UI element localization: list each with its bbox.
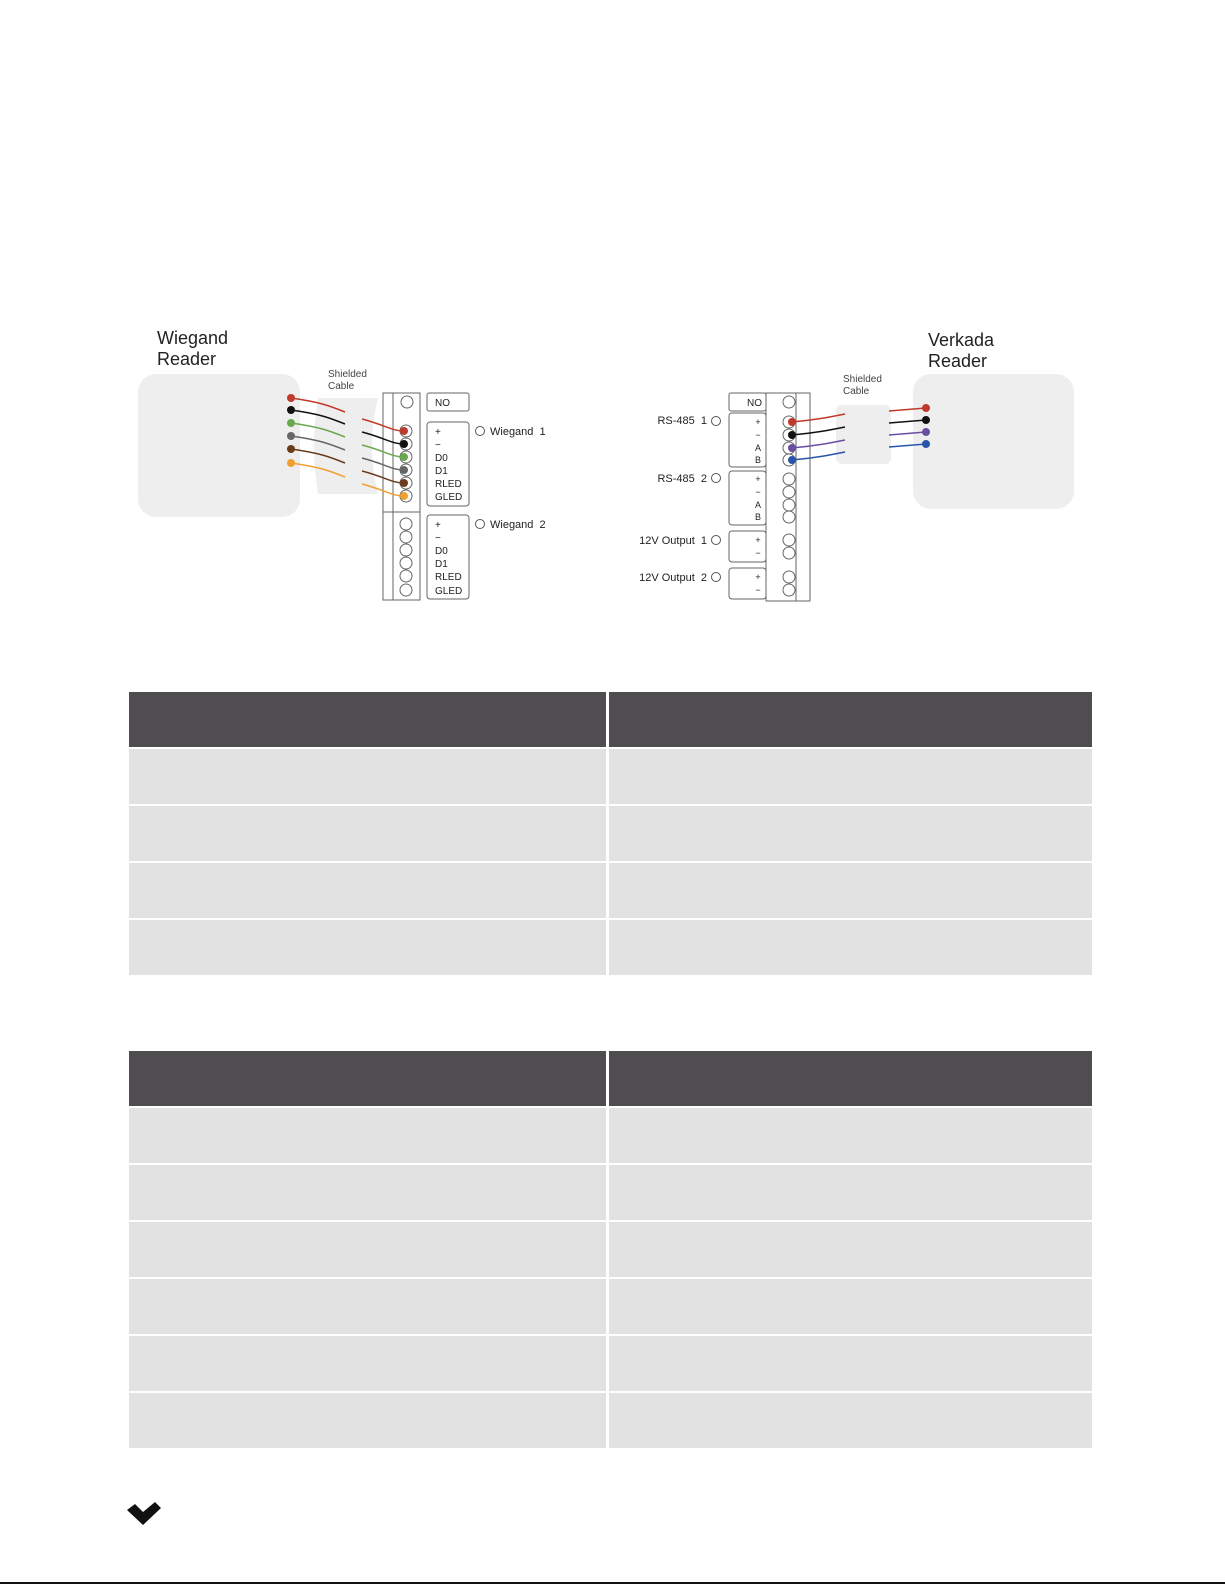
right-cable-label-2: Cable [843, 386, 870, 397]
table-2 [129, 1051, 1092, 1450]
table-row [129, 920, 1092, 977]
table-header-cell [609, 692, 1092, 747]
right-terminal-label: − [755, 585, 761, 595]
wire-end-dot [400, 479, 408, 487]
wiegand1-terminal-label: + [435, 427, 441, 438]
wire-end-dot [788, 431, 796, 439]
right-terminal-label: + [755, 535, 761, 545]
wire-end-dot [400, 440, 408, 448]
wire-end-dot [922, 428, 930, 436]
wire-end-dot [287, 445, 295, 453]
table-cell [609, 749, 1092, 804]
terminal-screw [783, 473, 795, 485]
wiegand1-led-icon [476, 427, 485, 436]
wiegand1-terminal-label: D1 [435, 466, 448, 477]
wiegand-diagram [138, 328, 546, 600]
table-cell [129, 806, 609, 861]
table-row [129, 1279, 1092, 1336]
table-header-cell [129, 692, 609, 747]
12v-output-1-label: 12V Output 1 [639, 535, 707, 547]
table-cell [609, 1222, 1092, 1277]
wiegand1-terminal-label: D0 [435, 453, 448, 464]
table-cell [129, 863, 609, 918]
right-terminal-label: − [755, 430, 761, 440]
wire-end-dot [287, 419, 295, 427]
terminal-screw [783, 511, 795, 523]
table-row [129, 863, 1092, 920]
table-cell [129, 1279, 609, 1334]
left-no-label: NO [435, 398, 450, 409]
wire-end-dot [400, 492, 408, 500]
terminal-screw [783, 584, 795, 596]
wire-end-dot [788, 418, 796, 426]
wire-end-dot [287, 432, 295, 440]
right-terminal-label: + [755, 572, 761, 582]
right-terminal-label: A [754, 443, 762, 453]
wiegand2-terminal-label: D0 [435, 546, 448, 557]
terminal-screw [400, 570, 412, 582]
right-terminal-block [729, 393, 810, 601]
wiegand2-terminal-label: GLED [435, 586, 463, 597]
verkada-logo-icon [126, 1501, 162, 1527]
table-row [129, 1165, 1092, 1222]
wiegand2-label: Wiegand 2 [490, 519, 546, 531]
table-cell [609, 1336, 1092, 1391]
table-row [129, 1393, 1092, 1450]
12v-output-2-label: 12V Output 2 [639, 572, 707, 584]
wiegand1-terminal-label: − [435, 440, 441, 451]
terminal-screw [783, 534, 795, 546]
wire-end-dot [287, 459, 295, 467]
table-cell [609, 806, 1092, 861]
table-header [129, 692, 1092, 749]
table-cell [129, 1165, 609, 1220]
table-row [129, 1336, 1092, 1393]
wiegand2-terminal-label: D1 [435, 559, 448, 570]
wiegand1-terminal-label: GLED [435, 492, 463, 503]
wiegand1-terminal-label: RLED [435, 479, 462, 490]
wiegand1-label: Wiegand 1 [490, 426, 546, 438]
rs485-1-led-icon [712, 417, 721, 426]
table-cell [129, 749, 609, 804]
page-bottom-rule [0, 1582, 1225, 1584]
right-cable-label-1: Shielded [843, 374, 882, 385]
right-terminal-label: B [754, 455, 762, 465]
table-row [129, 749, 1092, 806]
right-terminal-label: + [755, 417, 761, 427]
terminal-screw [783, 499, 795, 511]
wiegand-reader-body [138, 374, 300, 517]
table-cell [129, 1222, 609, 1277]
wire-end-dot [922, 416, 930, 424]
terminal-screw [783, 486, 795, 498]
table-cell [129, 920, 609, 975]
wiegand-reader-title-1: Wiegand [157, 328, 229, 348]
table-cell [609, 1393, 1092, 1448]
12v-output-1-led-icon [712, 536, 721, 545]
wiegand-reader-title-2: Reader [157, 349, 217, 369]
wiegand2-terminal-label: + [435, 520, 441, 531]
rs485-2-led-icon [712, 474, 721, 483]
right-terminal-label: − [755, 548, 761, 558]
wire-end-dot [922, 404, 930, 412]
left-cable-label-1: Shielded [328, 369, 367, 380]
terminal-screw [400, 584, 412, 596]
right-terminal-label: − [755, 487, 761, 497]
terminal-screw [783, 547, 795, 559]
table-row [129, 1222, 1092, 1279]
wiring-diagram [0, 0, 1225, 640]
table-cell [609, 1108, 1092, 1163]
wiegand2-led-icon [476, 520, 485, 529]
wiegand2-terminal-label: RLED [435, 572, 462, 583]
verkada-reader-body [913, 374, 1074, 509]
right-terminal-label: B [754, 512, 762, 522]
verkada-diagram [639, 330, 1074, 601]
verkada-reader-title-1: Verkada [928, 330, 995, 350]
rs485-1-label: RS-485 1 [657, 415, 707, 427]
table-row [129, 806, 1092, 863]
table-header-cell [609, 1051, 1092, 1106]
wire-end-dot [287, 406, 295, 414]
wire-end-dot [400, 453, 408, 461]
table-header-cell [129, 1051, 609, 1106]
wire-end-dot [400, 466, 408, 474]
wire-end-dot [287, 394, 295, 402]
right-terminal-label: + [755, 474, 761, 484]
rs485-2-label: RS-485 2 [657, 473, 707, 485]
left-cable-label-2: Cable [328, 381, 355, 392]
wire-end-dot [400, 427, 408, 435]
table-cell [609, 920, 1092, 975]
terminal-screw [400, 531, 412, 543]
terminal-screw [400, 544, 412, 556]
left-shielded-cable [314, 398, 378, 494]
table-cell [129, 1393, 609, 1448]
terminal-screw [400, 557, 412, 569]
verkada-reader-title-2: Reader [928, 351, 988, 371]
table-row [129, 1108, 1092, 1165]
terminal-screw [783, 571, 795, 583]
table-cell [609, 863, 1092, 918]
table-cell [609, 1165, 1092, 1220]
table-1 [129, 692, 1092, 977]
wire-end-dot [922, 440, 930, 448]
12v-output-2-led-icon [712, 573, 721, 582]
wiegand2-terminal-label: − [435, 533, 441, 544]
wire-end-dot [788, 444, 796, 452]
table-header [129, 1051, 1092, 1108]
right-terminal-label: A [754, 500, 762, 510]
table-cell [129, 1336, 609, 1391]
terminal-screw [400, 518, 412, 530]
right-no-label: NO [747, 398, 762, 409]
wire-end-dot [788, 456, 796, 464]
table-cell [129, 1108, 609, 1163]
table-cell [609, 1279, 1092, 1334]
